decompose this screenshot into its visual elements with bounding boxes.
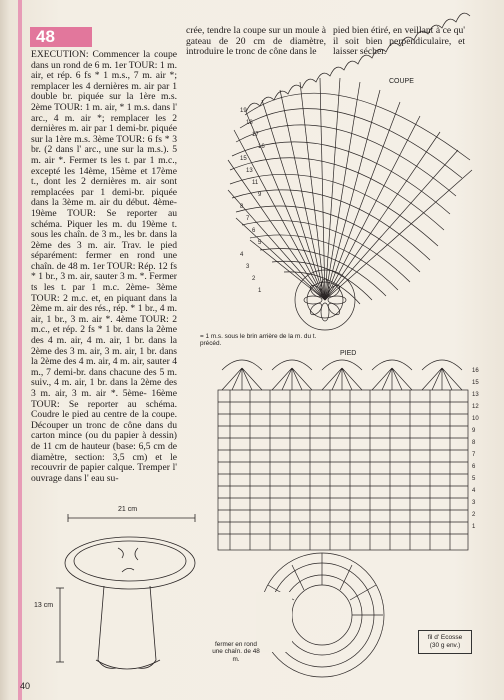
base-note: fermer en rond une chaîn. de 48 m.	[212, 641, 260, 663]
instructions-column-1: EXECUTION: Commencer la coupe dans un rond de 6 m. 1er TOUR: 1 m. air, et rép. 6 fs * 1 m.s., 7 m. air *; remplacer les 4 dernières m. air par 1 double br. piquée sur la 1ère m.s. 2ème TOUR: 1 m. air, * 1 m.s. dans l' arc., 4 m. air *; remplacer les 2 dernières m. air par 1 demi-br. piquée sur la 1ère m.s. 3ème TOUR: 6 fs * 3 br. (2 dans l' arc., une sur la m.s.). 5 m. air *. Fermer ts les t. par 1 m.c., excepté les 14ème, 15ème et 17ème t., dont les 2 dernières m. air sont remplacées par 1 demi-br. piquée dans la 3ème m. air du début. 4ème- 19ème TOUR: Se reporter au schéma. Piquer les m. du 19ème t. sous les chaîn. de 3 m., les br. dans la 2ème des 3 m. air. Trav. le pied séparément: fermer en rond une chaîn. de 48 m. 1er TOUR: Rép. 12 fs * 1 br., 3 m. air, sauter 3 m. *. Fermer ts les t. par 1 m.c. 2ème- 3ème TOUR: 2 m.c. et, en piquant dans la 2ème m. air des rés., rép. * 1 br., 4 m. air, 1 br., 3 m. air *. 4ème TOUR: 2 m.c., et rép. 2 fs * 1 br. dans la 2ème des 4 m. air, 4 m. air, 1 br. dans la 2ème des 3 m. air, 3 m. air, 1 br. dans la 2ème des 4 m. air, 4 m. air, sauter 4 m., 7 demi-br. dans chacune des 5 m. suiv., 4 m. air, 1 br. dans la 2ème des 3 m. air, 3 m. air *. 5ème- 16ème TOUR: Se reporter au schéma. Coudre le pied au centre de la coupe. Découper un tronc de cône dans du carton mince (ou du papier à dessin) de 11 cm de hauteur (base: 6,5 cm de diamètre, section: 3,5 cm) et le recouvrir de papier calque. Tremper l' ouvrage dans l' eau su-	[31, 49, 177, 484]
coupe-diagram	[228, 13, 472, 330]
pied-row-number: 3	[472, 500, 476, 506]
page-number: 40	[20, 681, 31, 691]
ring-diagram	[256, 553, 384, 677]
pied-row-number: 16	[472, 368, 479, 374]
coupe-row-number: 13	[246, 168, 253, 174]
coupe-row-number: 11	[252, 180, 259, 186]
instructions-column-3: pied bien étiré, en veillant à ce qu' il soit bien perpendiculaire, et laisser sécher.	[333, 25, 465, 58]
instructions-column-2: crée, tendre la coupe sur un moule à gateau de 20 cm de diamètre, introduire le tronc de cône dans le	[186, 25, 326, 58]
pied-row-number: 5	[472, 476, 476, 482]
yarn-box	[418, 630, 472, 654]
coupe-row-number: 9	[258, 192, 262, 198]
coupe-label: COUPE	[389, 78, 414, 85]
yarn-line-2: (30 g env.)	[429, 642, 461, 649]
coupe-row-number: 7	[246, 216, 250, 222]
pied-row-number: 15	[472, 380, 479, 386]
coupe-row-number: 2	[252, 276, 256, 282]
finished-piece-sketch	[56, 514, 195, 669]
height-dimension: 13 cm	[34, 602, 54, 609]
pattern-number-badge: 48	[30, 27, 92, 47]
coupe-row-number: 4	[240, 252, 244, 258]
pied-row-number: 9	[472, 428, 476, 434]
coupe-row-number: 17	[252, 132, 259, 138]
coupe-row-number: 16	[258, 144, 265, 150]
pied-row-number: 10	[472, 416, 479, 422]
pied-row-number: 12	[472, 404, 479, 410]
coupe-row-number: 8	[240, 204, 244, 210]
pied-row-number: 6	[472, 464, 476, 470]
pied-row-number: 8	[472, 440, 476, 446]
coupe-row-number: 15	[240, 156, 247, 162]
yarn-line-1: fil d' Ecosse	[427, 634, 463, 641]
pied-row-number: 4	[472, 488, 476, 494]
stitch-legend: = 1 m.s. sous le brin arrière de la m. du t. précéd.	[200, 333, 317, 348]
pied-label: PIED	[340, 350, 357, 357]
pied-row-number: 2	[472, 512, 476, 518]
pied-row-number: 7	[472, 452, 476, 458]
pied-diagram	[218, 360, 468, 550]
coupe-row-number: 5	[258, 240, 262, 246]
coupe-row-number: 6	[252, 228, 256, 234]
coupe-row-number: 18	[246, 120, 253, 126]
width-dimension: 21 cm	[118, 506, 138, 513]
pied-row-number: 13	[472, 392, 479, 398]
pied-row-number: 1	[472, 524, 476, 530]
coupe-row-number: 19	[240, 108, 247, 114]
coupe-row-number: 3	[246, 264, 250, 270]
coupe-row-number: 1	[258, 288, 262, 294]
